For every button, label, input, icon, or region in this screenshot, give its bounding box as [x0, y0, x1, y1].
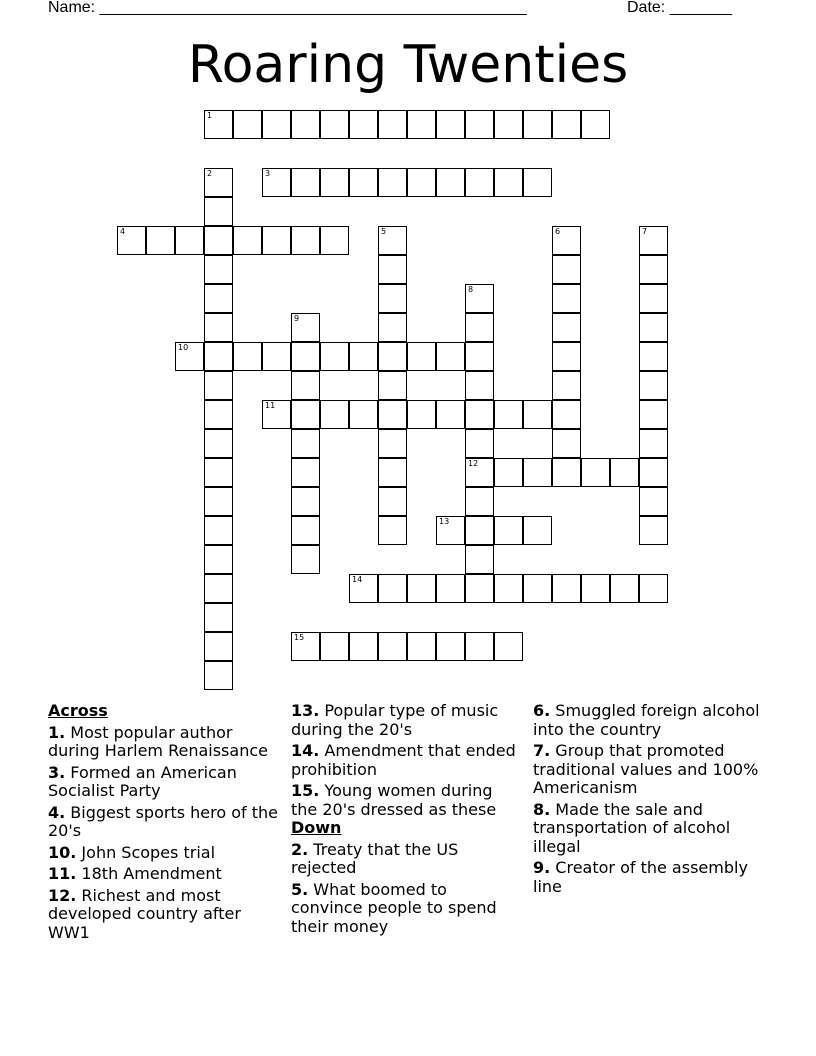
- puzzle-title: Roaring Twenties: [187, 35, 629, 95]
- clue-text: What boomed to convince people to spend their money: [291, 879, 497, 936]
- clue-across-4: [48, 804, 284, 841]
- clue-number: 3.: [48, 762, 66, 782]
- crossword-cell[interactable]: [291, 371, 320, 400]
- across-heading: Across: [48, 701, 108, 720]
- crossword-cell[interactable]: [204, 458, 233, 487]
- crossword-cell[interactable]: [436, 574, 465, 603]
- crossword-cell[interactable]: [407, 574, 436, 603]
- crossword-cell[interactable]: [378, 574, 407, 603]
- crossword-cell[interactable]: [204, 661, 233, 690]
- crossword-cell[interactable]: [291, 342, 320, 371]
- crossword-cell[interactable]: [378, 168, 407, 197]
- crossword-cell[interactable]: [465, 545, 494, 574]
- crossword-cell[interactable]: [204, 255, 233, 284]
- clue-text: Most popular author during Harlem Renaissance: [48, 722, 268, 760]
- cell-number: 10: [178, 343, 189, 352]
- crossword-cell[interactable]: [523, 110, 552, 139]
- name-field-label: Name: ________________________________________________: [48, 0, 527, 16]
- crossword-cell[interactable]: [291, 313, 320, 342]
- clue-across-12: [48, 887, 284, 943]
- crossword-cell[interactable]: [639, 313, 668, 342]
- crossword-cell[interactable]: [639, 255, 668, 284]
- crossword-cell[interactable]: [523, 168, 552, 197]
- crossword-cell[interactable]: [291, 110, 320, 139]
- crossword-cell[interactable]: [262, 342, 291, 371]
- crossword-cell[interactable]: [523, 574, 552, 603]
- crossword-cell[interactable]: [552, 574, 581, 603]
- crossword-cell[interactable]: [378, 632, 407, 661]
- crossword-cell[interactable]: [552, 342, 581, 371]
- cell-number: 2: [207, 169, 213, 178]
- crossword-cell[interactable]: [552, 110, 581, 139]
- crossword-cell[interactable]: [291, 226, 320, 255]
- crossword-cell[interactable]: [349, 110, 378, 139]
- crossword-cell[interactable]: [378, 371, 407, 400]
- crossword-cell[interactable]: [378, 226, 407, 255]
- crossword-cell[interactable]: [204, 313, 233, 342]
- clue-across-10: [48, 844, 284, 863]
- crossword-cell[interactable]: [552, 226, 581, 255]
- crossword-cell[interactable]: [204, 632, 233, 661]
- date-field-label: Date: _______: [627, 0, 732, 16]
- clue-number: 12.: [48, 885, 77, 905]
- crossword-cell[interactable]: [639, 516, 668, 545]
- crossword-cell[interactable]: [378, 487, 407, 516]
- crossword-cell[interactable]: [639, 400, 668, 429]
- clue-number: 4.: [48, 802, 66, 822]
- clue-across-15: [291, 782, 521, 819]
- crossword-cell[interactable]: [349, 168, 378, 197]
- clue-across-13: [291, 702, 521, 739]
- crossword-cell[interactable]: [204, 400, 233, 429]
- crossword-cell[interactable]: [378, 400, 407, 429]
- cell-number: 14: [352, 575, 363, 584]
- clue-number: 8.: [533, 799, 551, 819]
- crossword-cell[interactable]: [233, 110, 262, 139]
- crossword-cell[interactable]: [204, 110, 233, 139]
- crossword-cell[interactable]: [465, 429, 494, 458]
- crossword-cell[interactable]: [146, 226, 175, 255]
- crossword-cell[interactable]: [204, 168, 233, 197]
- crossword-cell[interactable]: [320, 110, 349, 139]
- crossword-cell[interactable]: [349, 342, 378, 371]
- crossword-cell[interactable]: [610, 574, 639, 603]
- crossword-cell[interactable]: [639, 284, 668, 313]
- clue-down-5: [291, 881, 521, 937]
- cell-number: 5: [381, 227, 387, 236]
- crossword-cell[interactable]: [581, 110, 610, 139]
- clue-down-9: [533, 859, 773, 896]
- clue-number: 11.: [48, 864, 77, 883]
- clue-number: 10.: [48, 842, 77, 862]
- clue-number: 6.: [533, 701, 551, 720]
- clue-across-1: [48, 724, 284, 761]
- cell-number: 6: [555, 227, 561, 236]
- crossword-cell[interactable]: [204, 342, 233, 371]
- crossword-cell[interactable]: [465, 313, 494, 342]
- clue-text: Made the sale and transportation of alcohol illegal: [533, 799, 731, 856]
- crossword-cell[interactable]: [465, 574, 494, 603]
- down-heading: Down: [291, 818, 342, 837]
- crossword-cell[interactable]: [291, 400, 320, 429]
- crossword-cell[interactable]: [639, 429, 668, 458]
- crossword-cell[interactable]: [204, 371, 233, 400]
- crossword-cell[interactable]: [378, 516, 407, 545]
- crossword-cell[interactable]: [233, 342, 262, 371]
- crossword-cell[interactable]: [320, 168, 349, 197]
- crossword-cell[interactable]: [204, 226, 233, 255]
- clue-text: John Scopes trial: [76, 842, 216, 862]
- clue-text: Young women during the 20's dressed as these: [291, 781, 497, 819]
- crossword-cell[interactable]: [639, 458, 668, 487]
- crossword-cell[interactable]: [465, 371, 494, 400]
- crossword-cell[interactable]: [262, 226, 291, 255]
- crossword-cell[interactable]: [407, 632, 436, 661]
- crossword-cell[interactable]: [552, 371, 581, 400]
- clue-text: Treaty that the US rejected: [291, 839, 459, 877]
- crossword-cell[interactable]: [465, 284, 494, 313]
- crossword-cell[interactable]: [378, 458, 407, 487]
- clue-text: Formed an American Socialist Party: [48, 762, 237, 800]
- crossword-cell[interactable]: [349, 574, 378, 603]
- clue-text: Biggest sports hero of the 20's: [48, 802, 278, 840]
- crossword-cell[interactable]: [465, 487, 494, 516]
- crossword-cell[interactable]: [523, 458, 552, 487]
- crossword-cell[interactable]: [407, 342, 436, 371]
- clue-text: Richest and most developed country after WW1: [48, 885, 241, 942]
- crossword-cell[interactable]: [378, 313, 407, 342]
- crossword-cell[interactable]: [494, 168, 523, 197]
- crossword-cell[interactable]: [494, 110, 523, 139]
- crossword-cell[interactable]: [320, 632, 349, 661]
- crossword-cell[interactable]: [552, 313, 581, 342]
- crossword-cell[interactable]: [436, 342, 465, 371]
- crossword-cell[interactable]: [291, 458, 320, 487]
- clue-text: Amendment that ended prohibition: [291, 741, 516, 779]
- clue-number: 1.: [48, 722, 66, 742]
- crossword-cell[interactable]: [494, 458, 523, 487]
- clue-text: Group that promoted traditional values and 100% Americanism: [533, 741, 759, 797]
- crossword-cell[interactable]: [320, 342, 349, 371]
- crossword-cell[interactable]: [552, 458, 581, 487]
- clue-number: 7.: [533, 741, 551, 760]
- crossword-cell[interactable]: [407, 110, 436, 139]
- crossword-cell[interactable]: [378, 255, 407, 284]
- crossword-cell[interactable]: [494, 574, 523, 603]
- crossword-cell[interactable]: [436, 516, 465, 545]
- crossword-cell[interactable]: [436, 168, 465, 197]
- cell-number: 4: [120, 227, 126, 236]
- clue-down-7: [533, 742, 773, 798]
- crossword-cell[interactable]: [436, 110, 465, 139]
- crossword-cell[interactable]: [204, 603, 233, 632]
- crossword-cell[interactable]: [204, 516, 233, 545]
- crossword-cell[interactable]: [349, 632, 378, 661]
- clue-text: Creator of the assembly line: [533, 858, 748, 896]
- crossword-cell[interactable]: [552, 284, 581, 313]
- crossword-cell[interactable]: [552, 255, 581, 284]
- clue-down-2: [291, 841, 521, 878]
- clue-number: 15.: [291, 781, 320, 800]
- crossword-cell[interactable]: [494, 400, 523, 429]
- crossword-cell[interactable]: [378, 429, 407, 458]
- crossword-cell[interactable]: [175, 226, 204, 255]
- crossword-cell[interactable]: [465, 400, 494, 429]
- clue-text: Popular type of music during the 20's: [291, 701, 499, 739]
- crossword-cell[interactable]: [291, 632, 320, 661]
- crossword-cell[interactable]: [523, 400, 552, 429]
- cell-number: 7: [642, 227, 648, 236]
- crossword-cell[interactable]: [378, 342, 407, 371]
- clue-number: 13.: [291, 701, 320, 720]
- crossword-cell[interactable]: [465, 516, 494, 545]
- crossword-cell[interactable]: [465, 168, 494, 197]
- crossword-cell[interactable]: [581, 458, 610, 487]
- crossword-cell[interactable]: [204, 545, 233, 574]
- crossword-cell[interactable]: [610, 458, 639, 487]
- crossword-cell[interactable]: [175, 342, 204, 371]
- crossword-cell[interactable]: [204, 284, 233, 313]
- crossword-cell[interactable]: [581, 574, 610, 603]
- clue-number: 14.: [291, 741, 320, 760]
- crossword-cell[interactable]: [639, 342, 668, 371]
- crossword-cell[interactable]: [291, 429, 320, 458]
- crossword-cell[interactable]: [494, 632, 523, 661]
- crossword-cell[interactable]: [378, 284, 407, 313]
- crossword-cell[interactable]: [552, 400, 581, 429]
- crossword-cell[interactable]: [262, 400, 291, 429]
- crossword-cell[interactable]: [349, 400, 378, 429]
- crossword-cell[interactable]: [291, 168, 320, 197]
- crossword-cell[interactable]: [320, 226, 349, 255]
- crossword-cell[interactable]: [552, 429, 581, 458]
- clue-number: 5.: [291, 879, 309, 899]
- cell-number: 13: [439, 517, 450, 526]
- cell-number: 1: [207, 111, 213, 120]
- crossword-cell[interactable]: [291, 516, 320, 545]
- clues-column-3: [533, 702, 773, 896]
- cell-number: 15: [294, 633, 305, 642]
- crossword-cell[interactable]: [320, 400, 349, 429]
- cell-number: 9: [294, 314, 300, 323]
- cell-number: 8: [468, 285, 474, 294]
- crossword-cell[interactable]: [233, 226, 262, 255]
- crossword-cell[interactable]: [465, 632, 494, 661]
- clues-column-1: [48, 702, 284, 942]
- clues-column-2: [291, 702, 521, 936]
- clue-number: 2.: [291, 839, 309, 859]
- crossword-cell[interactable]: [204, 487, 233, 516]
- crossword-cell[interactable]: [436, 632, 465, 661]
- crossword-cell[interactable]: [407, 400, 436, 429]
- crossword-cell[interactable]: [204, 429, 233, 458]
- clue-text: 18th Amendment: [76, 864, 222, 883]
- crossword-cell[interactable]: [262, 168, 291, 197]
- cell-number: 3: [265, 169, 271, 178]
- crossword-cell[interactable]: [639, 574, 668, 603]
- cell-number: 12: [468, 459, 479, 468]
- clue-down-6: [533, 702, 773, 739]
- crossword-cell[interactable]: [465, 342, 494, 371]
- clue-across-3: [48, 764, 284, 801]
- clue-across-11: [48, 865, 284, 884]
- crossword-cell[interactable]: [117, 226, 146, 255]
- clue-across-14: [291, 742, 521, 779]
- clue-number: 9.: [533, 858, 551, 877]
- crossword-cell[interactable]: [639, 487, 668, 516]
- crossword-cell[interactable]: [291, 487, 320, 516]
- crossword-cell[interactable]: [436, 400, 465, 429]
- crossword-cell[interactable]: [639, 226, 668, 255]
- crossword-cell[interactable]: [262, 110, 291, 139]
- crossword-cell[interactable]: [494, 516, 523, 545]
- crossword-cell[interactable]: [465, 110, 494, 139]
- crossword-cell[interactable]: [378, 110, 407, 139]
- cell-number: 11: [265, 401, 276, 410]
- clue-down-8: [533, 801, 773, 857]
- crossword-cell[interactable]: [523, 516, 552, 545]
- crossword-cell[interactable]: [291, 545, 320, 574]
- crossword-cell[interactable]: [639, 371, 668, 400]
- clue-text: Smuggled foreign alcohol into the country: [533, 701, 760, 739]
- crossword-cell[interactable]: [204, 197, 233, 226]
- crossword-cell[interactable]: [465, 458, 494, 487]
- crossword-cell[interactable]: [407, 168, 436, 197]
- crossword-cell[interactable]: [204, 574, 233, 603]
